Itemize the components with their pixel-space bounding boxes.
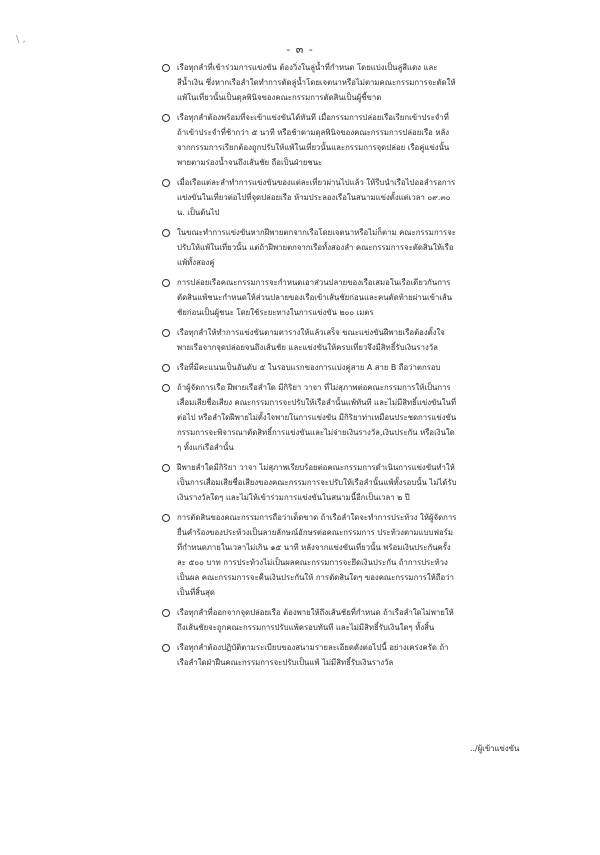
circle-bullet-icon bbox=[162, 514, 170, 522]
circle-bullet-icon bbox=[162, 364, 170, 372]
list-item-text: เรือที่มีคะแนนเป็นอันดับ ๕ ในรอบแรกของการแบ่งคู่สาย A สาย B ถือว่าตกรอบ bbox=[177, 363, 441, 372]
list-item bbox=[162, 640, 458, 670]
circle-bullet-icon bbox=[162, 464, 170, 472]
circle-bullet-icon bbox=[162, 179, 170, 187]
rules-list bbox=[162, 60, 458, 675]
list-item-text: เมื่อเรือแต่ละลำทำการแข่งขันของแต่ละเที่ยวผ่านไปแล้ว ให้รีบนำเรือไปออลำรอการแข่งขันในเที่ยวต่อไปที่จุดปล่อยเรือ ห้ามประลองเรือในสนามแข่งตั้งแต่เวลา ๐๙.๓๐ น. เป็นต้นไป bbox=[177, 178, 456, 217]
list-item bbox=[162, 605, 458, 635]
list-item-text: การปล่อยเรือคณะกรรมการจะกำหนดเอาส่วนปลายของเรือเสมอในเรือเดียวกันการตัดสินแพ้ชนะกำหนดให้ส่วนปลายของเรือเข้าเส้นชัยก่อนและคนตัดท้ายผ่านเข้าเส้นชัยก่อนเป็นผู้ชนะ โดยใช้ระยะทางในการแข่งขัน ๒๐๐ เมตร bbox=[177, 278, 453, 317]
circle-bullet-icon bbox=[162, 329, 170, 337]
list-item-text: เรือทุกลำต้องปฏิบัติตามระเบียบของสนามรายละเอียดดังต่อไปนี้ อย่างเคร่งครัด ถ้าเรือลำใดฝ่าฝืนคณะกรรมการจะปรับเป็นแพ้ ไม่มีสิทธิ์รับเงินรางวัล bbox=[177, 643, 449, 667]
list-item-text: การตัดสินของคณะกรรมการถือว่าเด็ดขาด ถ้าเรือลำใดจะทำการประท้วง ให้ผู้จัดการยื่นคำร้องของประท้วงเป็นลายลักษณ์อักษรต่อคณะกรรมการ ประท้วงตามแบบฟอร์มที่กำหนดภายในเวลาไม่เกิน ๑๕ นาที หลังจากแข่งขันเที่ยวนั้น พร้อมเงินประกันครั้งละ ๕๐๐ บาท การประท้วงไม่เป็นผลคณะกรรมการจะยึดเงินประกัน ถ้าการประท้วงเป็นผล คณะกรรมการจะคืนเงินประกันให้ การตัดสินใดๆ ของคณะกรรมการให้ถือว่าเป็นที่สิ้นสุด bbox=[177, 513, 457, 597]
list-item bbox=[162, 460, 458, 505]
list-item bbox=[162, 60, 458, 105]
list-item-text: ฝีพายลำใดมีกิริยา วาจา ไม่สุภาพเรียบร้อยต่อคณะกรรมการดำเนินการแข่งขันทำให้เป็นการเสื่อมเสียชื่อเสียงของคณะกรรมการจะปรับให้เรือลำนั้นแพ้ทั้งรอบนั้น ไม่ได้รับเงินรางวัลใดๆ และไม่ให้เข้าร่วมการแข่งขันในสนามนี้อีกเป็นเวลา ๒ ปี bbox=[177, 463, 457, 502]
list-item bbox=[162, 175, 458, 220]
circle-bullet-icon bbox=[162, 609, 170, 617]
list-item-text: เรือทุกลำที่เข้าร่วมการแข่งขัน ต้องวิ่งในลู่น้ำที่กำหนด โดยแบ่งเป็นลู่สีแดง และสีน้ำเงิน ซึ่งหากเรือลำใดทำการตัดลู่น้ำโดยเจตนาหรือไม่ตามคณะกรรมการจะตัดให้แพ้ในเที่ยวนั้นเป็นดุลพินิจของคณะกรรมการตัดสินเป็นผู้ชี้ขาด bbox=[177, 63, 456, 102]
list-item bbox=[162, 360, 458, 375]
list-item-text: ถ้าผู้จัดการเรือ ฝีพายเรือลำใด มีกิริยา วาจา ที่ไม่สุภาพต่อคณะกรรมการให้เป็นการเสื่อมเสียชื่อเสียง คณะกรรมการจะปรับให้เรือลำนั้นแพ้ทันที และไม่มีสิทธิ์แข่งขันในที่ต่อไป หรือลำใดฝีพายไม่ตั้งใจพายในการแข่งขัน มีกิริยาท่าเหมือนประชดการแข่งขัน กรรมการจะพิจารณาตัดสิทธิ์การแข่งขันและไม่จ่ายเงินรางวัล,เงินประกัน หรือเงินใด ๆ ทั้งแก่เรือลำนั้น bbox=[177, 383, 457, 452]
continuation-note: ../ผู้เข้าแข่งขัน bbox=[470, 744, 520, 753]
list-item bbox=[162, 325, 458, 355]
circle-bullet-icon bbox=[162, 279, 170, 287]
list-item bbox=[162, 225, 458, 270]
circle-bullet-icon bbox=[162, 644, 170, 652]
scan-mark: \ , bbox=[16, 34, 26, 45]
list-item-text: เรือทุกลำต้องพร้อมที่จะเข้าแข่งขันได้ทันที เมื่อกรรมการปล่อยเรือเรียกเข้าประจำที่ ถ้าเข้าประจำที่ช้ากว่า ๕ นาที หรือช้าตามดุลพินิจของคณะกรรมการปล่อยเรือ หลังจากกรรมการเรียกต้องถูกปรับให้แพ้ในเที่ยวนั้นและกรรมการจุดปล่อย เรือคู่แข่งนั้นพายตามร่องน้ำจนถึงเส้นชัย ถือเป็นฝ่ายชนะ bbox=[177, 113, 450, 167]
circle-bullet-icon bbox=[162, 229, 170, 237]
circle-bullet-icon bbox=[162, 384, 170, 392]
list-item bbox=[162, 380, 458, 455]
circle-bullet-icon bbox=[162, 114, 170, 122]
list-item bbox=[162, 510, 458, 600]
circle-bullet-icon bbox=[162, 64, 170, 72]
page-number: - ๓ - bbox=[286, 43, 314, 56]
list-item-text: ในขณะทำการแข่งขันหากฝีพายตกจากเรือโดยเจตนาหรือไม่ก็ตาม คณะกรรมการจะปรับให้แพ้ในเที่ยวนั้น แต่ถ้าฝีพายตกจากเรือทั้งสองลำ คณะกรรมการจะตัดสินให้เรือแพ้ทั้งสองคู่ bbox=[177, 228, 456, 267]
list-item-text: เรือทุกลำที่ออกจากจุดปล่อยเรือ ต้องพายให้ถึงเส้นชัยที่กำหนด ถ้าเรือลำใดไม่พายให้ถึงเส้นชัยจะถูกคณะกรรมการปรับแพ้ครอบทันที และไม่มีสิทธิ์รับเงินใดๆ ทั้งสิ้น bbox=[177, 608, 454, 632]
list-item bbox=[162, 275, 458, 320]
list-item bbox=[162, 110, 458, 170]
list-item-text: เรือทุกลำให้ทำการแข่งขันตามตารางให้แล้วเสร็จ ขณะแข่งขันฝีพายเรือต้องตั้งใจพายเรือจากจุดปล่อยจนถึงเส้นชัย และแข่งขันให้ครบเที่ยวจึงมีสิทธิ์รับเงินรางวัล bbox=[177, 328, 445, 352]
